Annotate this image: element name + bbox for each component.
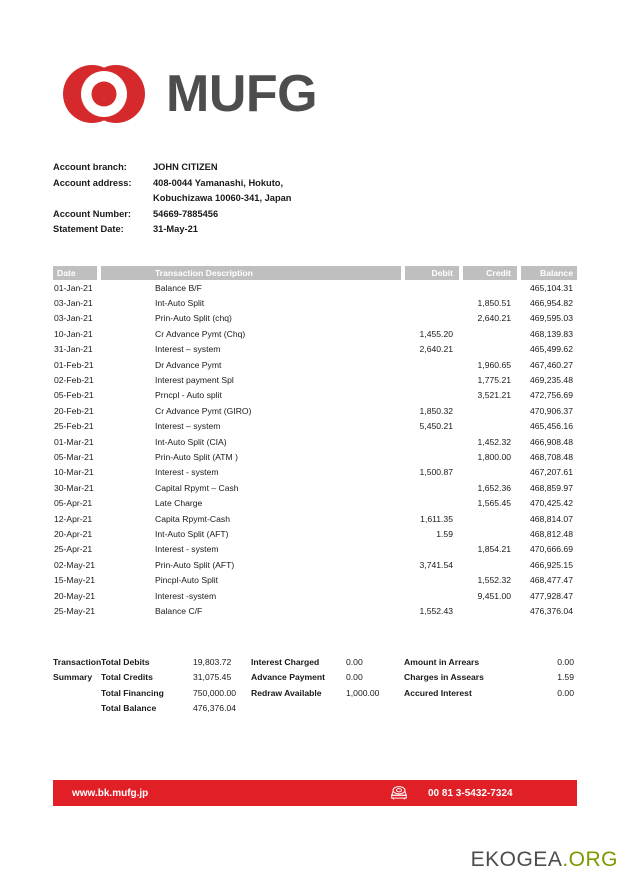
cell-debit: 1,850.32 [419,405,453,416]
statement-date-value: 31-May-21 [153,224,198,235]
summary-label: Total Balance [101,703,157,714]
account-address-label-empty [53,191,153,207]
cell-credit: 1,565.45 [477,498,511,509]
table-row [53,449,577,464]
table-row [53,495,577,510]
cell-credit: 1,452.32 [477,436,511,447]
cell-credit: 9,451.00 [477,590,511,601]
cell-debit: 1,500.87 [419,467,453,478]
cell-credit: 1,552.32 [477,575,511,586]
cell-description: Interest payment Spl [155,375,234,386]
summary-value: 0.00 [346,657,363,667]
cell-credit: 3,521.21 [477,390,511,401]
watermark [471,848,618,872]
summary-cell [404,655,574,670]
cell-description: Prin-Auto Split (AFT) [155,559,235,570]
summary-label: Total Debits [101,657,150,667]
cell-balance: 476,376.04 [529,605,573,616]
table-row [53,311,577,326]
cell-date: 05-Mar-21 [54,451,94,462]
cell-date: 05-Feb-21 [54,390,94,401]
cell-date: 30-Mar-21 [54,482,94,493]
cell-credit: 1,775.21 [477,375,511,386]
cell-credit: 1,652.36 [477,482,511,493]
cell-date: 31-Jan-21 [54,344,93,355]
table-row [53,419,577,434]
cell-description: Int-Auto Split [155,298,205,309]
footer-bar [53,780,577,806]
cell-date: 25-Feb-21 [54,421,94,432]
cell-balance: 470,906.37 [529,405,573,416]
summary-tag-line1: Transaction [53,657,102,667]
cell-debit: 1,552.43 [419,605,453,616]
summary-row [53,655,577,670]
summary-row [53,686,577,701]
cell-description: Interest – system [155,344,221,355]
column-header-date: Date [53,266,97,280]
table-row [53,465,577,480]
cell-description: Dr Advance Pymt [155,359,222,370]
account-number-label: Account Number: [53,208,131,219]
table-row [53,280,577,295]
table-row [53,603,577,618]
summary-value: 750,000.00 [193,687,237,698]
cell-balance: 468,139.83 [529,328,573,339]
summary-value: 1,000.00 [346,687,380,698]
account-address-line1: 408-0044 Yamanashi, Hokuto, [153,177,284,188]
watermark-tld: .ORG [562,848,618,871]
cell-balance: 468,859.97 [529,482,573,493]
summary-value: 0.00 [346,672,363,683]
telephone-icon [389,785,409,801]
cell-date: 02-May-21 [54,559,96,570]
summary-label: Total Credits [101,672,153,683]
summary-label: Amount in Arrears [404,657,480,667]
cell-date: 03-Jan-21 [54,313,93,324]
cell-description: Capita Rpymt-Cash [155,513,230,524]
cell-description: Capital Rpymt – Cash [155,482,239,493]
cell-balance: 466,954.82 [529,298,573,309]
cell-debit: 5,450.21 [419,421,453,432]
account-details [53,160,291,238]
summary-label: Total Financing [101,687,164,698]
table-row [53,342,577,357]
summary-row [53,670,577,685]
summary-cell [404,686,574,701]
brand-header [62,56,317,132]
table-row [53,357,577,372]
summary-cell [101,701,251,716]
statement-date-label: Statement Date: [53,224,124,235]
cell-balance: 465,104.31 [529,282,573,293]
cell-balance: 470,425.42 [529,498,573,509]
account-branch-label: Account branch: [53,162,127,172]
table-row [53,511,577,526]
cell-balance: 466,908.48 [529,436,573,447]
summary-cell [101,686,251,701]
summary-cell [404,670,574,685]
summary-tag-line2: Summary [53,672,93,683]
account-detail-row [53,207,291,223]
cell-credit: 2,640.21 [477,313,511,324]
mufg-bullseye-logo [62,56,146,132]
summary-label: Interest Charged [251,657,320,667]
cell-balance: 467,460.27 [529,359,573,370]
cell-date: 05-Apr-21 [54,498,93,509]
table-row [53,326,577,341]
account-detail-row [53,191,291,207]
account-address-line2: Kobuchizawa 10060-341, Japan [153,193,292,204]
column-header-credit: Credit [463,266,517,280]
cell-description: Prncpl - Auto split [155,390,222,401]
cell-balance: 465,456.16 [529,421,573,432]
cell-date: 10-Jan-21 [54,328,93,339]
cell-description: Late Charge [155,498,203,509]
cell-description: Interest - system [155,544,219,555]
summary-value: 0.00 [557,657,574,667]
cell-balance: 468,477.47 [529,575,573,586]
table-body [53,280,577,619]
footer-website-link[interactable]: www.bk.mufg.jp [72,787,149,799]
summary-row [53,701,577,716]
cell-balance: 470,666.69 [529,544,573,555]
cell-date: 20-Apr-21 [54,528,93,539]
account-branch-value: JOHN CITIZEN [153,162,218,172]
account-detail-row [53,222,291,238]
summary-label: Accured Interest [404,687,472,698]
summary-cell [251,655,404,670]
table-header-row [53,266,577,280]
cell-credit: 1,960.65 [477,359,511,370]
cell-balance: 468,708.48 [529,451,573,462]
cell-description: Int-Auto Split (AFT) [155,528,229,539]
summary-value: 1.59 [557,672,574,683]
table-row [53,372,577,387]
cell-description: Interest - system [155,467,219,478]
summary-label: Charges in Assears [404,672,484,683]
account-detail-row [53,160,291,176]
watermark-name: EKOGEA [470,848,563,871]
cell-balance: 469,595.03 [529,313,573,324]
transaction-summary [53,655,577,717]
cell-debit: 1,611.35 [420,513,453,524]
cell-description: Interest – system [155,421,221,432]
column-header-debit: Debit [405,266,459,280]
brand-wordmark: MUFG [166,65,318,123]
cell-credit: 1,850.51 [477,298,511,309]
table-row [53,542,577,557]
cell-balance: 469,235.48 [529,375,573,386]
cell-balance: 468,812.48 [529,528,573,539]
cell-description: Balance B/F [155,282,202,293]
cell-credit: 1,800.00 [477,451,511,462]
cell-balance: 467,207.61 [529,467,573,478]
cell-credit: 1,854.21 [477,544,511,555]
cell-debit: 1,455.20 [419,328,453,339]
summary-value: 31,075.45 [193,672,232,683]
cell-debit: 1.59 [436,528,453,539]
table-row [53,572,577,587]
cell-date: 03-Jan-21 [54,298,93,309]
cell-description: Prin-Auto Split (chq) [155,313,232,324]
cell-balance: 466,925.15 [529,559,573,570]
cell-description: Cr Advance Pymt (Chq) [155,328,246,339]
cell-description: Interest -system [155,590,217,601]
account-address-label: Account address: [53,177,132,188]
summary-cell [101,655,251,670]
table-row [53,403,577,418]
cell-description: Prin-Auto Split (ATM ) [155,451,238,462]
cell-balance: 472,756.69 [529,390,573,401]
summary-label: Advance Payment [251,672,326,683]
cell-date: 02-Feb-21 [54,375,94,386]
cell-debit: 2,640.21 [419,344,453,355]
cell-date: 01-Feb-21 [54,359,94,370]
cell-date: 20-Feb-21 [54,405,94,416]
footer-phone-number: 00 81 3-5432-7324 [428,787,513,799]
account-detail-row [53,176,291,192]
transaction-table [53,266,577,619]
summary-value: 19,803.72 [193,657,232,667]
account-number-value: 54669-7885456 [153,208,219,219]
cell-description: Int-Auto Split (CIA) [155,436,227,447]
summary-cell [101,670,251,685]
summary-value: 0.00 [557,687,574,698]
cell-debit: 3,741.54 [419,559,453,570]
summary-cell [251,686,404,701]
footer-contact [389,785,513,801]
summary-cell [251,670,404,685]
cell-date: 01-Jan-21 [54,282,93,293]
column-header-description: Transaction Description [101,266,401,280]
table-row [53,557,577,572]
summary-label: Redraw Available [251,687,322,698]
cell-date: 25-Apr-21 [54,544,93,555]
table-row [53,388,577,403]
table-row [53,434,577,449]
cell-date: 12-Apr-21 [54,513,93,524]
cell-description: Balance C/F [155,605,203,616]
cell-date: 25-May-21 [54,605,96,616]
cell-balance: 468,814.07 [529,513,573,524]
cell-balance: 477,928.47 [529,590,573,601]
summary-value: 476,376.04 [193,703,237,714]
cell-date: 20-May-21 [54,590,96,601]
column-header-balance: Balance [521,266,577,280]
cell-date: 10-Mar-21 [54,467,94,478]
cell-date: 15-May-21 [54,575,96,586]
cell-balance: 465,499.62 [529,344,573,355]
table-row [53,480,577,495]
table-row [53,588,577,603]
cell-description: Cr Advance Pymt (GIRO) [155,405,252,416]
cell-date: 01-Mar-21 [54,436,94,447]
table-row [53,295,577,310]
table-row [53,526,577,541]
cell-description: Pincpl-Auto Split [155,575,219,586]
